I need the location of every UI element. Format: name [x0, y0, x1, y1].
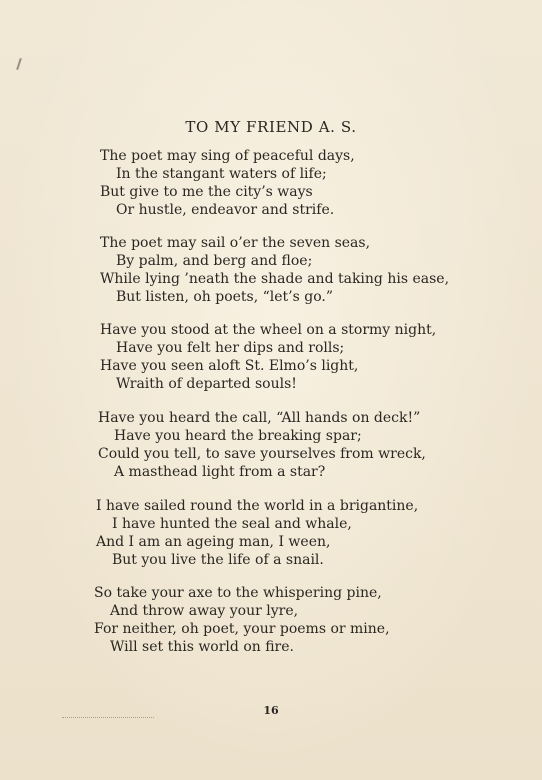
poem-line: Could you tell, to save yourselves from wreck, [98, 446, 426, 462]
poem-line: For neither, oh poet, your poems or mine, [94, 621, 390, 637]
poem-line: By palm, and berg and floe; [116, 253, 313, 269]
poem-line: Have you felt her dips and rolls; [116, 340, 345, 356]
poem-line: Have you heard the call, “All hands on deck!” [98, 410, 421, 426]
poem-line: But you live the life of a snail. [112, 552, 324, 568]
poem-line: Have you stood at the wheel on a stormy night, [100, 322, 437, 338]
poem-line: Have you heard the breaking spar; [114, 428, 362, 444]
poem-line: In the stangant waters of life; [116, 166, 327, 182]
poem-line: While lying ’neath the shade and taking his ease, [100, 271, 450, 287]
poem-line: I have sailed round the world in a brigantine, [96, 498, 419, 514]
poem-line: I have hunted the seal and whale, [112, 516, 352, 532]
poem-line: Have you seen aloft St. Elmo’s light, [100, 358, 359, 374]
poem-line: So take your axe to the whispering pine, [94, 585, 382, 601]
poem-line: The poet may sing of peaceful days, [100, 148, 355, 164]
poem-line: But give to me the city’s ways [100, 184, 313, 200]
dotted-rule [62, 717, 154, 719]
pencil-mark [16, 58, 22, 70]
poem-line: And I am an ageing man, I ween, [96, 534, 331, 550]
poem-line: And throw away your lyre, [110, 603, 299, 619]
poem-line: But listen, oh poets, “let’s go.” [116, 289, 334, 305]
page-number: 16 [263, 704, 279, 717]
poem-line: A masthead light from a star? [114, 464, 326, 480]
poem-line: Or hustle, endeavor and strife. [116, 202, 335, 218]
poem-line: Will set this world on fire. [110, 639, 294, 655]
poem-title: TO MY FRIEND A. S. [185, 118, 357, 136]
poem-line: Wraith of departed souls! [116, 376, 297, 392]
poem-line: The poet may sail o’er the seven seas, [100, 235, 371, 251]
